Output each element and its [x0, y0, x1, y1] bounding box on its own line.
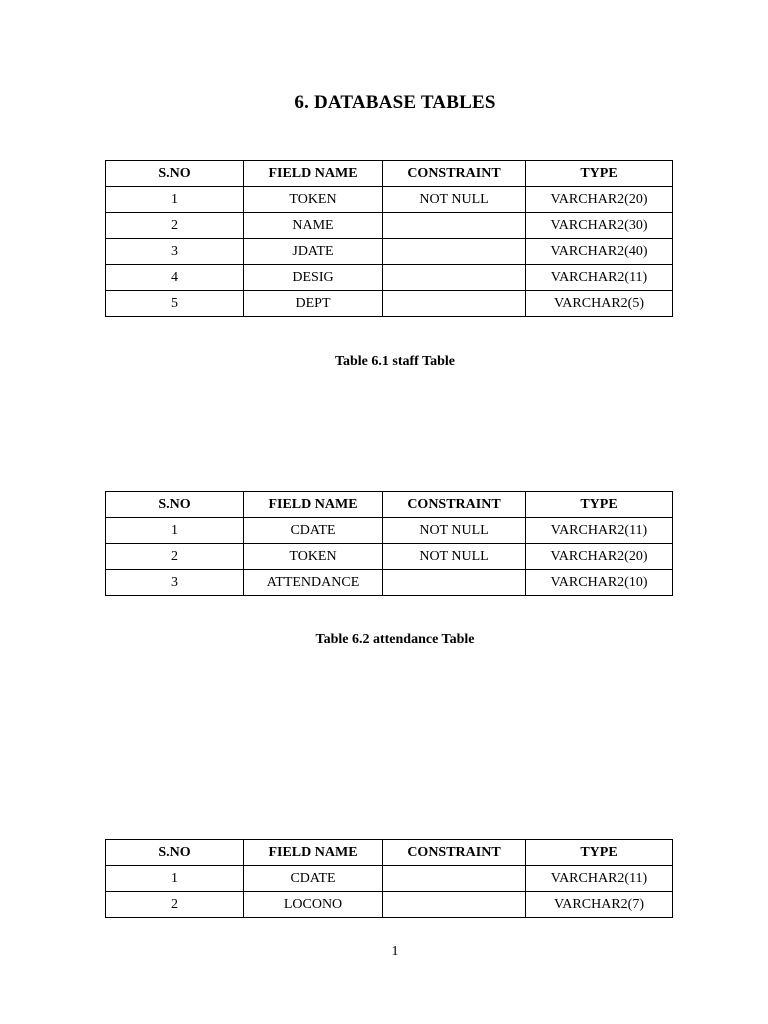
header-field-name: FIELD NAME: [244, 161, 383, 187]
page-number: 1: [391, 944, 399, 959]
table-header-row: [106, 161, 673, 187]
table-row: [106, 291, 673, 317]
location-table: [105, 839, 673, 918]
page-title: 6. DATABASE TABLES: [294, 92, 496, 113]
cell-sno: 2: [106, 213, 244, 239]
header-field-name: FIELD NAME: [244, 840, 383, 866]
cell-constraint: [383, 239, 526, 265]
cell-sno: 2: [106, 892, 244, 918]
table-row: [106, 866, 673, 892]
table-row: [106, 570, 673, 596]
table-header-row: [106, 492, 673, 518]
cell-type: VARCHAR2(11): [526, 265, 673, 291]
cell-type: VARCHAR2(20): [526, 544, 673, 570]
cell-constraint: NOT NULL: [383, 518, 526, 544]
header-constraint: CONSTRAINT: [383, 840, 526, 866]
header-constraint: CONSTRAINT: [383, 492, 526, 518]
cell-type: VARCHAR2(5): [526, 291, 673, 317]
cell-constraint: [383, 866, 526, 892]
cell-constraint: [383, 570, 526, 596]
cell-field-name: LOCONO: [244, 892, 383, 918]
cell-type: VARCHAR2(10): [526, 570, 673, 596]
cell-sno: 2: [106, 544, 244, 570]
header-sno: S.NO: [106, 492, 244, 518]
table-header-row: [106, 840, 673, 866]
cell-constraint: NOT NULL: [383, 187, 526, 213]
cell-sno: 1: [106, 866, 244, 892]
table-caption: Table 6.2 attendance Table: [315, 632, 475, 647]
cell-sno: 4: [106, 265, 244, 291]
header-sno: S.NO: [106, 840, 244, 866]
header-type: TYPE: [526, 840, 673, 866]
cell-field-name: TOKEN: [244, 187, 383, 213]
staff-table: [105, 160, 673, 317]
table-row: [106, 187, 673, 213]
table-row: [106, 213, 673, 239]
table-row: [106, 518, 673, 544]
header-type: TYPE: [526, 492, 673, 518]
header-field-name: FIELD NAME: [244, 492, 383, 518]
cell-type: VARCHAR2(20): [526, 187, 673, 213]
table-row: [106, 265, 673, 291]
cell-sno: 3: [106, 239, 244, 265]
cell-type: VARCHAR2(7): [526, 892, 673, 918]
header-constraint: CONSTRAINT: [383, 161, 526, 187]
cell-type: VARCHAR2(11): [526, 866, 673, 892]
attendance-table: [105, 491, 673, 596]
cell-type: VARCHAR2(11): [526, 518, 673, 544]
cell-constraint: NOT NULL: [383, 544, 526, 570]
table-caption: Table 6.1 staff Table: [334, 354, 456, 369]
cell-field-name: DESIG: [244, 265, 383, 291]
cell-sno: 1: [106, 518, 244, 544]
cell-sno: 5: [106, 291, 244, 317]
cell-constraint: [383, 291, 526, 317]
cell-sno: 3: [106, 570, 244, 596]
header-type: TYPE: [526, 161, 673, 187]
cell-constraint: [383, 213, 526, 239]
cell-field-name: CDATE: [244, 866, 383, 892]
cell-constraint: [383, 892, 526, 918]
cell-type: VARCHAR2(30): [526, 213, 673, 239]
table-row: [106, 544, 673, 570]
cell-field-name: DEPT: [244, 291, 383, 317]
table-row: [106, 892, 673, 918]
cell-constraint: [383, 265, 526, 291]
table-row: [106, 239, 673, 265]
cell-field-name: ATTENDANCE: [244, 570, 383, 596]
cell-type: VARCHAR2(40): [526, 239, 673, 265]
header-sno: S.NO: [106, 161, 244, 187]
cell-field-name: TOKEN: [244, 544, 383, 570]
cell-field-name: JDATE: [244, 239, 383, 265]
cell-field-name: NAME: [244, 213, 383, 239]
cell-sno: 1: [106, 187, 244, 213]
cell-field-name: CDATE: [244, 518, 383, 544]
